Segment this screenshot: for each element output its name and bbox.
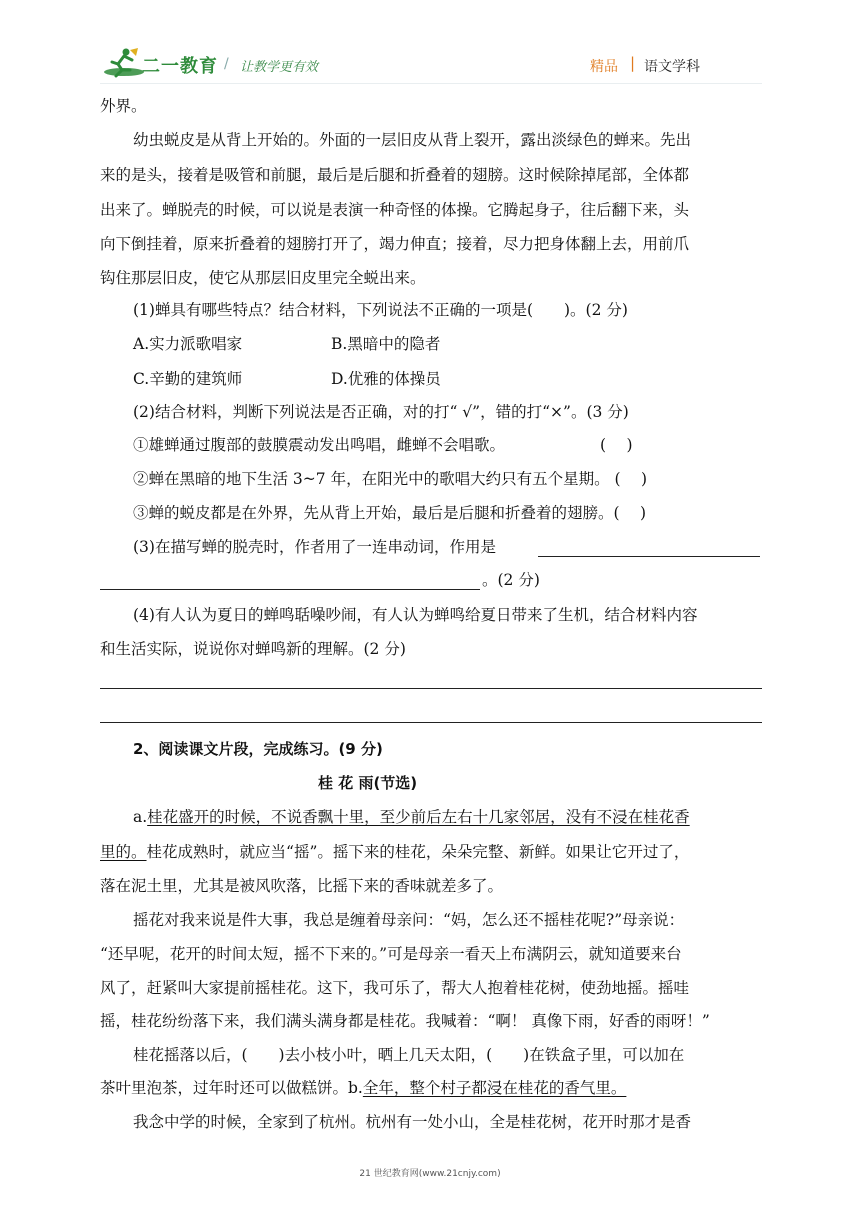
passage-line: [100, 840, 689, 864]
passage-line: 落在泥土里，尤其是被风吹落，比摇下来的香味就差多了。: [100, 877, 504, 895]
question-2: (2)结合材料，判断下列说法是否正确，对的打“ √”，错的打“×”。(3 分): [133, 403, 629, 421]
marker-a: a.: [133, 808, 148, 826]
option-a: A.实力派歌唱家: [133, 335, 243, 353]
premium-label: 精品: [590, 59, 618, 75]
passage-title: 桂 花 雨(节选): [318, 774, 418, 792]
answer-blank[interactable]: [100, 571, 480, 590]
statement-3: ③蝉的蜕皮都是在外界，先从背上开始，最后是后腿和折叠着的翅膀。( ): [133, 504, 647, 522]
passage-line: 摇，桂花纷纷落下来，我们满头满身都是桂花。我喊着：“啊！ 真像下雨，好香的雨呀！”: [100, 1012, 710, 1030]
question-4-line: (4)有人认为夏日的蝉鸣聒噪吵闹，有人认为蝉鸣给夏日带来了生机，结合材料内容: [133, 606, 698, 624]
option-d: D.优雅的体操员: [331, 370, 441, 388]
passage-line: 向下倒挂着，原来折叠着的翅膀打开了，竭力伸直；接着，尽力把身体翻上去，用前爪: [100, 235, 690, 253]
passage-line: 摇花对我来说是件大事，我总是缠着母亲问：“妈，怎么还不摇桂花呢?”母亲说：: [133, 911, 685, 929]
header-divider: [100, 83, 762, 84]
passage-text: 茶叶里泡茶，过年时还可以做糕饼。b.: [100, 1079, 363, 1097]
question-4-line: 和生活实际，说说你对蝉鸣新的理解。(2 分): [100, 640, 406, 658]
page-header: [0, 0, 860, 95]
passage-line: 幼虫蜕皮是从背上开始的。外面的一层旧皮从背上裂开，露出淡绿色的蝉来。先出: [133, 131, 692, 149]
question-3-end: 。(2 分): [482, 571, 540, 589]
passage-line: 来的是头，接着是吸管和前腿，最后是后腿和折叠着的翅膀。这时候除掉尾部，全体都: [100, 166, 690, 184]
header-slash: /: [224, 56, 229, 72]
passage-text: 桂花成熟时，就应当“摇”。摇下来的桂花，朵朵完整、新鲜。如果让它开过了，: [146, 843, 690, 861]
subject-label: 语文学科: [644, 59, 700, 75]
page-footer: 21 世纪教育网(www.21cnjy.com): [359, 1169, 501, 1179]
answer-blank[interactable]: [538, 538, 760, 557]
passage-line: 风了，赶紧叫大家提前摇桂花。这下，我可乐了，帮大人抱着桂花树，使劲地摇。摇哇: [100, 979, 690, 997]
passage-line: 桂花摇落以后，( )去小枝小叶，晒上几天太阳，( )在铁盒子里，可以加在: [133, 1046, 685, 1064]
underlined-sentence-b: 全年，整个村子都浸在桂花的香气里。: [362, 1079, 627, 1097]
passage-line: [133, 805, 690, 829]
passage-line: [100, 1076, 626, 1100]
header-separator: |: [630, 54, 636, 72]
passage-line: 外界。: [100, 97, 147, 115]
answer-line[interactable]: [100, 688, 762, 689]
statement-1-paren[interactable]: ( ): [600, 436, 633, 454]
underlined-sentence-a: 桂花盛开的时候，不说香飘十里，至少前后左右十几家邻居，没有不浸在桂花香: [147, 808, 690, 826]
underlined-sentence-a-end: 里的。: [100, 843, 147, 861]
option-b: B.黑暗中的隐者: [331, 335, 441, 353]
question-3: (3)在描写蝉的脱壳时，作者用了一连串动词，作用是: [133, 538, 496, 556]
passage-line: 我念中学的时候，全家到了杭州。杭州有一处小山，全是桂花树，花开时那才是香: [133, 1113, 692, 1131]
statement-2: ②蝉在黑暗的地下生活 3~7 年，在阳光中的歌唱大约只有五个星期。 ( ): [133, 470, 648, 488]
brand-slogan: 让教学更有效: [240, 60, 319, 75]
passage-line: 出来了。蝉脱壳的时候，可以说是表演一种奇怪的体操。它腾起身子，往后翻下来，头: [100, 201, 690, 219]
passage-line: 钩住那层旧皮，使它从那层旧皮里完全蜕出来。: [100, 269, 426, 287]
answer-line[interactable]: [100, 722, 762, 723]
option-c: C.辛勤的建筑师: [133, 370, 243, 388]
statement-1: ①雄蝉通过腹部的鼓膜震动发出鸣唱，雌蝉不会唱歌。: [133, 436, 506, 454]
question-1: (1)蝉具有哪些特点？结合材料，下列说法不正确的一项是( )。(2 分): [133, 301, 628, 319]
brand-name: 二一教育: [142, 56, 218, 77]
passage-line: “还早呢，花开的时间太短，摇不下来的。”可是母亲一看天上布满阴云，就知道要来台: [100, 945, 682, 963]
section-heading: 2、阅读课文片段，完成练习。(9 分): [133, 740, 383, 758]
